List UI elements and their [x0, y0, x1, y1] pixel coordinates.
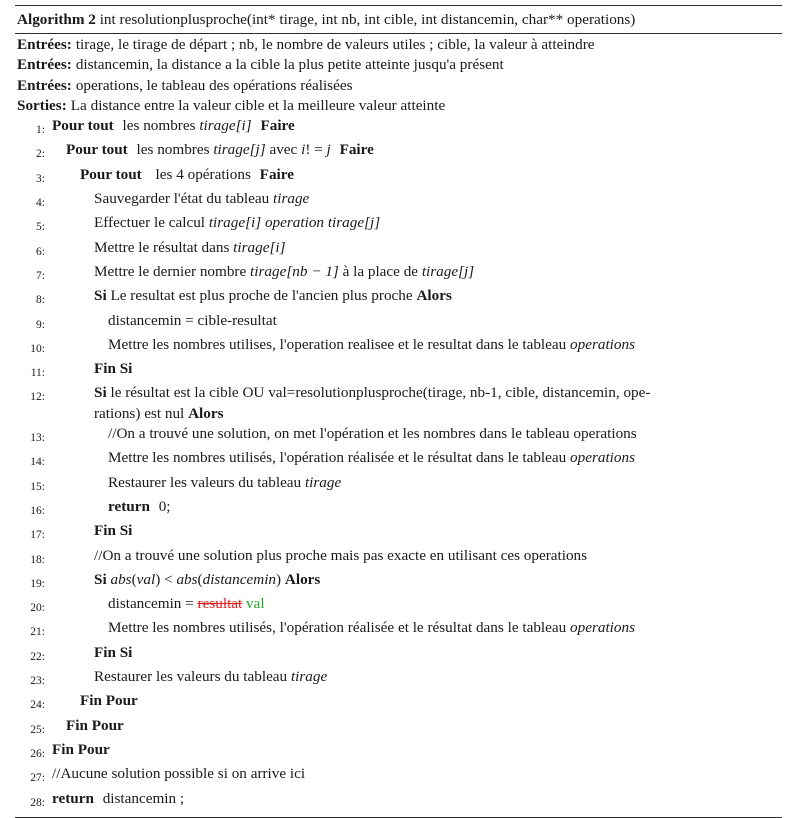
line-content	[49, 643, 782, 663]
var-tirage: tirage	[199, 117, 236, 135]
line-number: 9 :	[15, 311, 49, 335]
line-content	[49, 546, 782, 566]
line-number: 1 :	[15, 116, 49, 140]
line-content	[49, 189, 782, 209]
line-text: les nombres	[136, 141, 210, 159]
index: [j]	[458, 262, 475, 280]
line-content	[49, 140, 782, 160]
algorithm-line	[15, 764, 782, 788]
algorithm-line	[15, 424, 782, 448]
line-text: Restaurer les valeurs du tableau	[94, 668, 288, 686]
algorithm-signature: int resolutionplusproche(int* tirage, int nb, int cible, int distancemin, char** operations)	[99, 11, 636, 28]
algorithm-line	[15, 546, 782, 570]
line-number: 15 :	[15, 473, 49, 497]
line-number: 4 :	[15, 189, 49, 213]
line-12-wrapped-row	[94, 405, 224, 422]
cond-op: ! =	[305, 141, 323, 159]
index: [i]	[269, 238, 286, 256]
keyword-return: return	[108, 497, 150, 515]
algorithm-line	[15, 189, 782, 213]
line-text: Effectuer le calcul	[94, 214, 206, 232]
line-number: 26 :	[15, 740, 49, 764]
line-number: 23 :	[15, 667, 49, 691]
keyword-fin-si: Fin Si	[94, 360, 133, 378]
line-text: Mettre les nombres utilises, l'operation realisee et le resultat dans le tableau	[108, 335, 567, 353]
line-text: Mettre les nombres utilisés, l'opération réalisée et le résultat dans le tableau	[108, 619, 567, 637]
line-number: 3 :	[15, 165, 49, 189]
var-val: val	[136, 570, 156, 588]
line-content	[49, 497, 782, 517]
line-content	[49, 383, 782, 424]
line-content	[49, 311, 782, 331]
var-tirage: tirage	[304, 473, 342, 491]
var-tirage: tirage	[290, 668, 328, 686]
keyword-si: Si	[94, 384, 107, 402]
algorithm-float	[15, 0, 782, 818]
io-line-entrees-1	[15, 35, 782, 55]
keyword-alors: Alors	[416, 287, 452, 305]
line-number: 27 :	[15, 764, 49, 788]
line-number: 28 :	[15, 789, 49, 813]
line-content	[49, 165, 782, 185]
io-text: La distance entre la valeur cible et la meilleure valeur atteinte	[70, 96, 446, 114]
algorithm-line	[15, 448, 782, 472]
line-content	[49, 789, 782, 809]
keyword-fin-pour: Fin Pour	[80, 692, 138, 710]
line-number: 25 :	[15, 716, 49, 740]
line-number: 17 :	[15, 521, 49, 545]
io-text: tirage, le tirage de départ ; nb, le nombre de valeurs utiles ; cible, la valeur à atteindre	[75, 36, 595, 53]
algorithm-line	[15, 473, 782, 497]
keyword-pour-tout: Pour tout	[80, 165, 142, 183]
algorithm-line	[15, 789, 782, 813]
algorithm-line	[15, 140, 782, 164]
keyword-fin-si: Fin Si	[94, 643, 133, 661]
keyword-fin-pour: Fin Pour	[52, 740, 110, 758]
index: [i]	[245, 214, 262, 232]
func-abs: abs	[110, 570, 132, 588]
line-text: le résultat est la cible OU val=resolutionplusproche(tirage, nb-1, cible, distancemin, ope-	[110, 384, 651, 402]
line-content	[49, 359, 782, 379]
algorithm-line	[15, 643, 782, 667]
line-content	[49, 335, 782, 355]
algorithm-line	[15, 570, 782, 594]
func-abs: abs	[176, 570, 198, 588]
operator-less-than: <	[164, 570, 173, 588]
return-value: 0;	[158, 497, 171, 515]
paren-close: )	[276, 570, 282, 588]
comment-text: //On a trouvé une solution plus proche mais pas exacte en utilisant ces operations	[94, 546, 588, 564]
line-number: 5 :	[15, 213, 49, 237]
keyword-faire: Faire	[260, 117, 295, 135]
line-text: Mettre les nombres utilisés, l'opération réalisée et le résultat dans le tableau	[108, 449, 567, 467]
algorithm-line	[15, 165, 782, 189]
line-text: Le resultat est plus proche de l'ancien plus proche	[110, 287, 413, 305]
algorithm-line	[15, 238, 782, 262]
keyword-si: Si	[94, 287, 107, 305]
keyword-pour-tout: Pour tout	[52, 117, 114, 135]
var-tirage: tirage	[273, 190, 310, 208]
line-text: distancemin =	[108, 595, 194, 613]
line-number: 11 :	[15, 359, 49, 383]
var-tirage: tirage	[250, 262, 287, 280]
algorithm-line	[15, 497, 782, 521]
line-number: 18 :	[15, 546, 49, 570]
algorithm-line	[15, 618, 782, 642]
var-operations: operations	[570, 335, 635, 353]
line-text: les 4 opérations	[155, 165, 251, 183]
line-number: 12 :	[15, 383, 49, 407]
algorithm-line	[15, 359, 782, 383]
cond-j: j	[326, 141, 331, 159]
line-content	[49, 570, 782, 590]
algorithm-line	[15, 691, 782, 715]
line-number: 2 :	[15, 140, 49, 164]
line-content	[49, 238, 782, 258]
index: [j]	[249, 141, 266, 159]
line-text-2: à la place de	[342, 262, 419, 280]
line-number: 7 :	[15, 262, 49, 286]
line-number: 19 :	[15, 570, 49, 594]
var-tirage-j: tirage	[327, 214, 365, 232]
keyword-faire: Faire	[259, 165, 294, 183]
line-content	[49, 424, 782, 444]
io-text: operations, le tableau des opérations réalisées	[75, 76, 353, 94]
io-line-sorties	[15, 96, 782, 116]
return-value: distancemin ;	[102, 789, 185, 807]
var-distancemin: distancemin	[202, 570, 277, 588]
algorithm-line	[15, 667, 782, 691]
index: [i]	[235, 117, 252, 135]
line-content	[49, 448, 782, 468]
line-text-wrapped: rations) est nul	[94, 404, 185, 422]
line-content	[49, 473, 782, 493]
keyword-alors: Alors	[284, 570, 321, 588]
io-line-entrees-3	[15, 76, 782, 96]
var-tirage: tirage	[213, 141, 250, 159]
algorithm-body	[15, 116, 782, 813]
algorithm-line	[15, 116, 782, 140]
line-content	[49, 262, 782, 282]
operation-placeholder: operation	[264, 214, 325, 232]
var-tirage: tirage	[233, 238, 270, 256]
index: [j]	[364, 214, 381, 232]
word-avec: avec	[269, 141, 298, 159]
line-text: Sauvegarder l'état du tableau	[94, 190, 270, 208]
line-content	[49, 286, 782, 306]
io-text: distancemin, la distance a la cible la plus petite atteinte jusqu'a présent	[75, 56, 504, 74]
algorithm-line	[15, 716, 782, 740]
algorithm-title	[15, 6, 782, 33]
line-content	[49, 521, 782, 541]
algorithm-line	[15, 521, 782, 545]
comment-text: //Aucune solution possible si on arrive ici	[52, 765, 306, 783]
line-number: 21 :	[15, 618, 49, 642]
var-tirage-j: tirage	[421, 262, 459, 280]
io-block	[15, 34, 782, 116]
line-12-first-row	[94, 384, 650, 401]
line-text: Mettre le résultat dans	[94, 238, 230, 256]
var-operations: operations	[570, 619, 635, 637]
line-number: 16 :	[15, 497, 49, 521]
paren-close: )	[155, 570, 161, 588]
keyword-faire: Faire	[339, 141, 374, 159]
line-content	[49, 116, 782, 136]
line-text: les nombres	[122, 117, 196, 135]
algorithm-line	[15, 740, 782, 764]
line-content	[49, 213, 782, 233]
io-label: Entrées:	[17, 76, 72, 94]
line-number: 24 :	[15, 691, 49, 715]
line-content	[49, 764, 782, 784]
algorithm-line	[15, 335, 782, 359]
algorithm-label: Algorithm 2	[17, 11, 96, 28]
algorithm-line	[15, 213, 782, 237]
line-content	[49, 594, 782, 614]
keyword-fin-pour: Fin Pour	[66, 716, 124, 734]
line-content	[49, 716, 782, 736]
keyword-si: Si	[94, 570, 107, 588]
line-text: Mettre le dernier nombre	[94, 262, 247, 280]
algorithm-line	[15, 383, 782, 424]
var-tirage-i: tirage	[208, 214, 246, 232]
line-text: Restaurer les valeurs du tableau	[108, 473, 302, 491]
keyword-alors: Alors	[188, 404, 224, 422]
algorithm-line	[15, 286, 782, 310]
var-operations: operations	[570, 449, 635, 467]
paren-open: (	[131, 570, 137, 588]
algorithm-line	[15, 594, 782, 618]
io-line-entrees-2	[15, 55, 782, 75]
deleted-text-resultat: resultat	[197, 595, 243, 613]
line-number: 14 :	[15, 448, 49, 472]
line-content	[49, 691, 782, 711]
line-number: 6 :	[15, 238, 49, 262]
keyword-fin-si: Fin Si	[94, 522, 133, 540]
line-content	[49, 618, 782, 638]
io-label: Sorties:	[17, 96, 67, 114]
line-number: 22 :	[15, 643, 49, 667]
line-number: 8 :	[15, 286, 49, 310]
algorithm-line	[15, 262, 782, 286]
keyword-pour-tout: Pour tout	[66, 141, 128, 159]
line-content	[49, 667, 782, 687]
keyword-return: return	[52, 789, 94, 807]
index: [nb − 1]	[286, 262, 339, 280]
io-label: Entrées:	[17, 36, 72, 53]
line-content	[49, 740, 782, 760]
line-number: 20 :	[15, 594, 49, 618]
line-number: 13 :	[15, 424, 49, 448]
inserted-text-val: val	[246, 595, 265, 613]
comment-text: //On a trouvé une solution, on met l'opération et les nombres dans le tableau operations	[108, 425, 637, 443]
io-label: Entrées:	[17, 56, 72, 74]
paren-open: (	[197, 570, 203, 588]
line-number: 10 :	[15, 335, 49, 359]
cond-i: i	[301, 141, 306, 159]
line-text: distancemin = cible-resultat	[108, 311, 277, 329]
algorithm-line	[15, 311, 782, 335]
